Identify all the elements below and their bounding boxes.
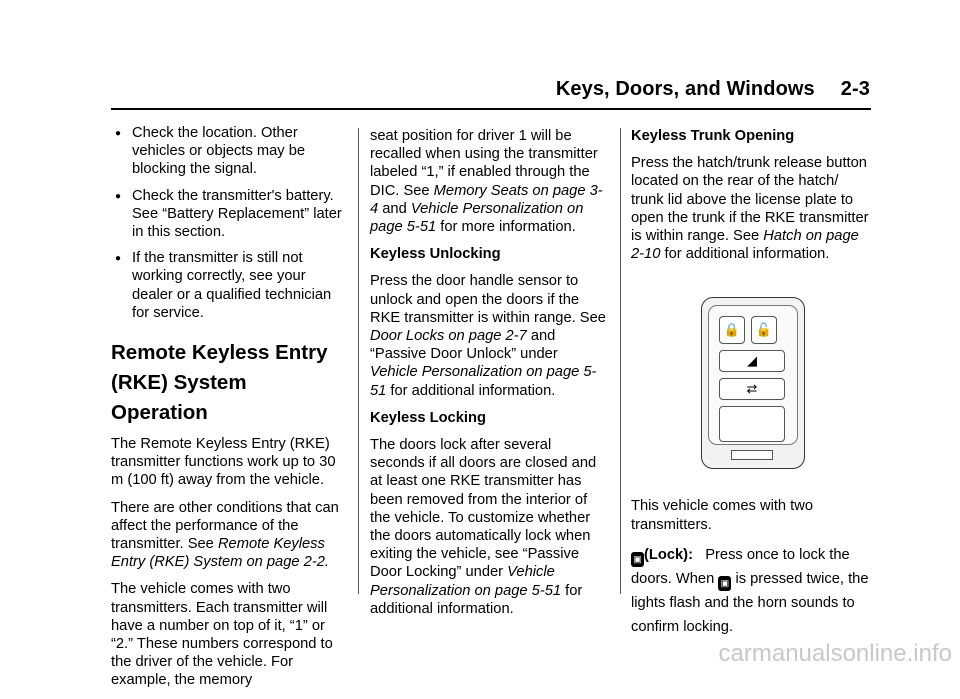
column-2 (370, 127, 608, 627)
cross-reference: Door Locks on page 2-7 (370, 328, 527, 345)
paragraph: The Remote Keyless Entry (RKE) transmitter functions work up to 30 m (100 ft) away from the vehicle. (111, 436, 336, 489)
cross-reference: Vehicle Personalization on page 5-51 (370, 200, 584, 236)
section-title: Keys, Doors, and Windows (555, 78, 815, 100)
header-rule (111, 108, 871, 110)
paragraph: seat position for driver 1 will be recalled when using the transmitter labeled “1,” if enabled through the DIC. See Memory Seats on page 3-4 and Vehicle Personalization on page 5-51 for more information. (370, 128, 603, 236)
paragraph: This vehicle comes with two transmitters. (631, 498, 814, 533)
column-1 (111, 124, 345, 699)
paragraph: There are other conditions that can affect the performance of the transmitter. See Remote Keyless Entry (RKE) System on page 2-2. (111, 499, 339, 571)
remote-start-button-icon: ⇄ (719, 378, 785, 400)
bullet-item: ● Check the location. Other vehicles or objects may be blocking the signal. (115, 125, 306, 178)
key-slot (731, 450, 773, 460)
page-header (520, 78, 870, 101)
cross-reference: Memory Seats on page 3-4 (370, 182, 603, 217)
hatch-release-button-icon: ◢ (719, 350, 785, 372)
lock-label: (Lock): (644, 546, 693, 563)
paragraph: Press the hatch/trunk release button located on the rear of the hatch/ trunk lid above the license plate to open the trunk if the RKE transmitter is within range. See Hatch on page 2-10 for additional information. (631, 155, 869, 263)
cross-reference: Vehicle Personalization on page 5-51 (370, 564, 562, 599)
paragraph: The doors lock after several seconds if all doors are closed and at least one RKE transmitter has been removed from the interior of the vehicle. To customize whether the doors automatically lock when exiting the vehicle, see “Passive Door Locking” under Vehicle Personalization on page 5-51 for additional information. (370, 437, 597, 617)
cross-reference: Remote Keyless Entry (RKE) System on page 2-2. (111, 536, 329, 571)
bullet-icon: ● (115, 128, 122, 139)
subheading: Keyless Trunk Opening (631, 128, 795, 144)
panic-button-icon (719, 406, 785, 442)
transmitter-face (708, 305, 798, 445)
column-divider (358, 128, 359, 594)
rke-transmitter-illustration (701, 297, 805, 469)
section-heading: Remote Keyless Entry (RKE) System Operation (111, 341, 328, 425)
paragraph: The vehicle comes with two transmitters. Each transmitter will have a number on top of it, “1” or “2.” These numbers correspond to the driver of the vehicle. For example, the memory (111, 581, 333, 689)
bullet-icon: ● (115, 253, 122, 265)
page-number: 2-3 (840, 78, 870, 100)
lock-icon: ▣ (718, 576, 731, 591)
cross-reference: Vehicle Personalization on page 5-51 (370, 364, 597, 399)
column-3 (631, 127, 871, 648)
bullet-item: ● If the transmitter is still not working correctly, see your dealer or a qualified technician for service. (115, 250, 332, 321)
paragraph: ▣ (Lock): Press once to lock the doors. When ▣ is pressed twice, the lights flash and the horn sounds to confirm locking. (631, 546, 869, 635)
unlock-button-icon: 🔓 (751, 316, 777, 344)
bullet-item: ● Check the transmitter's battery. See “Battery Replacement” later in this section. (115, 187, 342, 241)
column-divider (620, 128, 621, 594)
paragraph: Press the door handle sensor to unlock and open the doors if the RKE transmitter is within range. See Door Locks on page 2-7 and “Passive Door Unlock” under Vehicle Personalization on page 5-51 for additional information. (370, 273, 606, 399)
subheading: Keyless Locking (370, 409, 486, 426)
bullet-icon: ● (115, 190, 122, 202)
watermark: carmanualsonline.info (718, 640, 952, 667)
lock-button-icon: 🔒 (719, 316, 745, 344)
cross-reference: Hatch on page 2-10 (631, 228, 859, 263)
lock-icon: ▣ (631, 552, 644, 567)
subheading: Keyless Unlocking (370, 246, 501, 263)
